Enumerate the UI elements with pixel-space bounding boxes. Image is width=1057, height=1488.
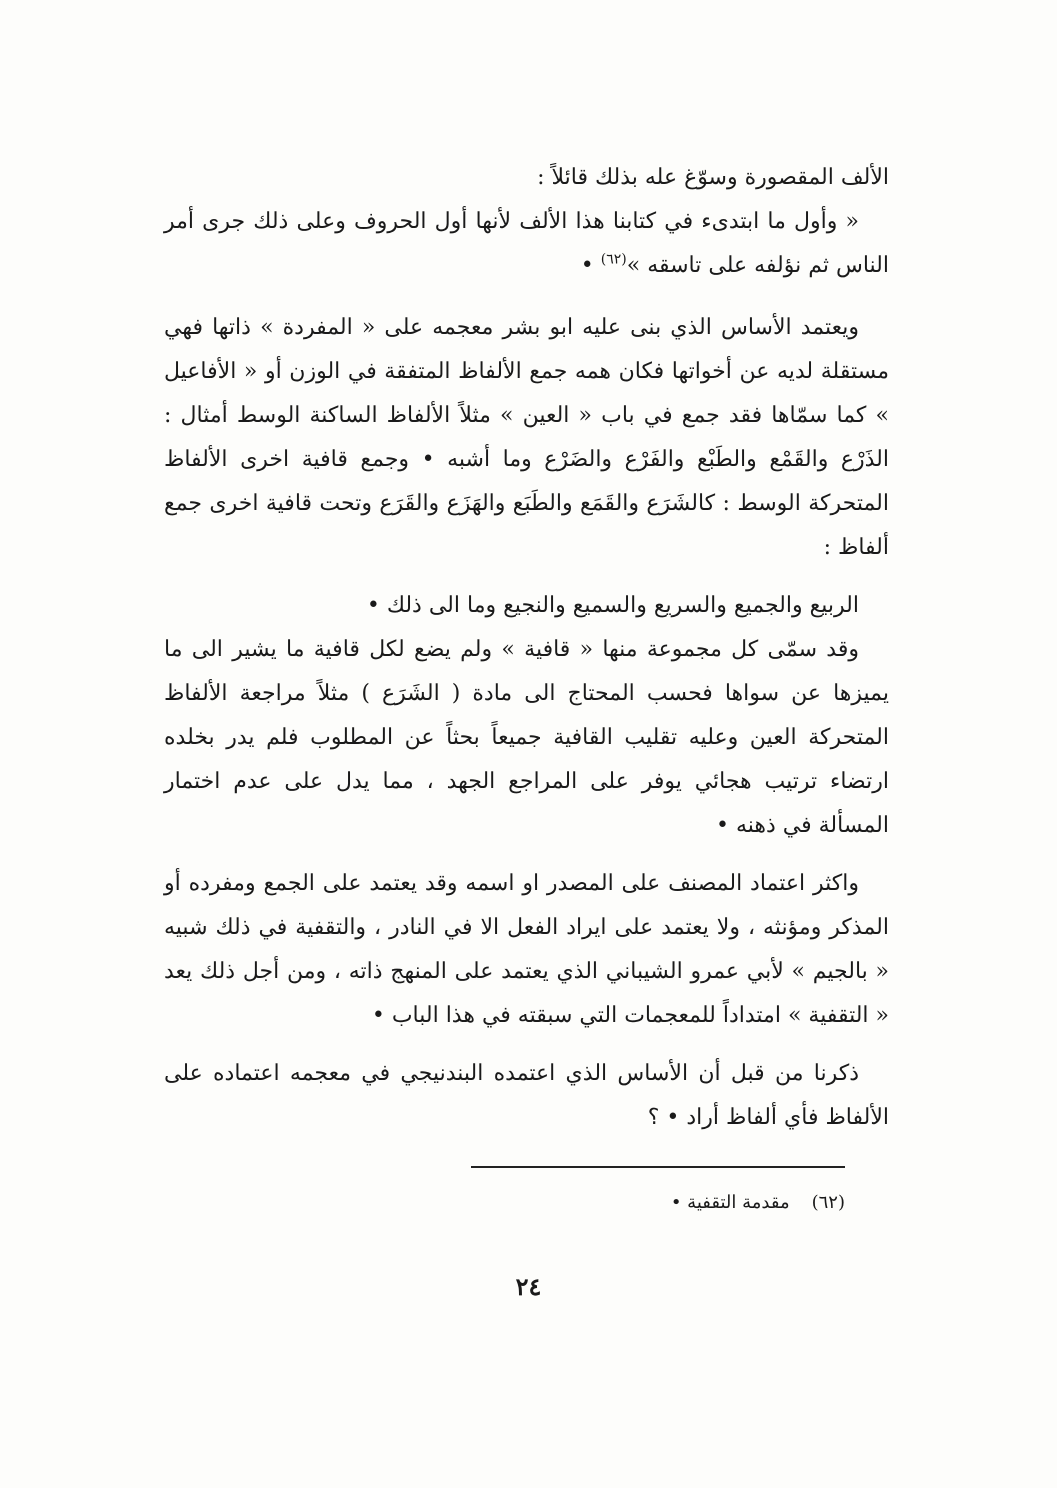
paragraph-7 [164, 1052, 889, 1140]
paragraph-5 [164, 628, 889, 848]
quote-end: • [580, 253, 601, 278]
footnote-divider [471, 1166, 845, 1168]
footnote-text: مقدمة التقفية • [670, 1192, 790, 1213]
page-number: ٢٤ [515, 1272, 542, 1301]
paragraph-3-text: ويعتمد الأساس الذي بنى عليه ابو بشر معجمه على « المفردة » ذاتها فهي مستقلة لديه عن أخواتها فكان همه جمع الألفاظ المتفقة في الوزن أو « الأفاعيل » كما سمّاها فقد جمع في باب « العين » مثلاً الألفاظ الساكنة الوسط أمثال : الذَرْع والقَمْع والطَبْع والفَرْع والضَرْع وما أشبه • وجمع قافية اخرى الألفاظ المتحركة الوسط : كالشَرَع والقَمَع والطَبَع والهَزَع والقَرَع وتحت قافية اخرى جمع ألفاظ : [164, 315, 889, 560]
paragraph-4 [164, 584, 889, 628]
paragraph-1 [164, 156, 889, 200]
body-text [164, 156, 889, 1140]
paragraph-6-text: واكثر اعتماد المصنف على المصدر او اسمه وقد يعتمد على الجمع ومفرده أو المذكر ومؤنثه ، ولا يعتمد على ايراد الفعل الا في النادر ، والتقفية في ذلك شبيه « بالجيم » لأبي عمرو الشيباني الذي يعتمد على المنهج ذاته ، ومن أجل ذلك يعد « التقفية » امتداداً للمعجمات التي سبقته في هذا الباب • [164, 871, 889, 1028]
quote-paragraph [164, 200, 889, 288]
paragraph-3 [164, 306, 889, 570]
footnote-reference: (٦٢) [600, 251, 627, 268]
paragraph-5-text: وقد سمّى كل مجموعة منها « قافية » ولم يضع لكل قافية ما يشير الى ما يميزها عن سواها فحسب المحتاج الى مادة ( الشَرَع ) مثلاً مراجعة الألفاظ المتحركة العين وعليه تقليب القافية جميعاً بحثاً عن المطلوب فلم يدر بخلده ارتضاء ترتيب هجائي يوفر على المراجع الجهد ، مما يدل على عدم اختمار المسألة في ذهنه • [164, 637, 889, 838]
paragraph-4-text: الربيع والجميع والسريع والسميع والنجيع وما الى ذلك • [366, 593, 859, 618]
paragraph-1-text: الألف المقصورة وسوّغ عله بذلك قائلاً : [537, 165, 889, 190]
quote-text: « وأول ما ابتدىء في كتابنا هذا الألف لأنها أول الحروف وعلى ذلك جرى أمر الناس ثم نؤلفه على تاسقه » [164, 209, 889, 278]
footnote [671, 1188, 845, 1218]
paragraph-7-text: ذكرنا من قبل أن الأساس الذي اعتمده البندنيجي في معجمه اعتماده على الألفاظ فأي ألفاظ أراد • ؟ [164, 1061, 889, 1130]
footnote-number: (٦٢) [811, 1192, 845, 1213]
paragraph-6 [164, 862, 889, 1038]
